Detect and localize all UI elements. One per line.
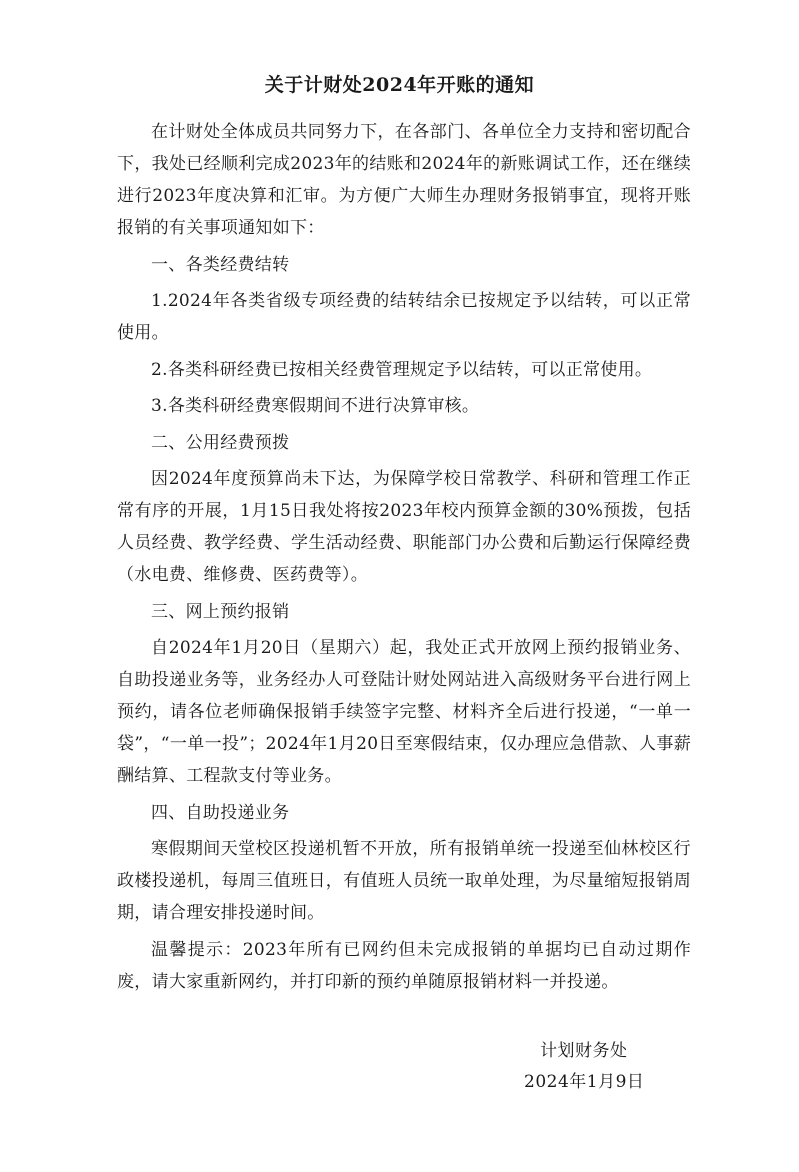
- section-1-item-2: 2.各类科研经费已按相关经费管理规定予以结转，可以正常使用。: [151, 359, 653, 380]
- issue-date: 2024年1月9日: [524, 1072, 645, 1092]
- section-heading-3: 三、网上预约报销: [151, 601, 290, 622]
- section-heading-2: 二、公用经费预拨: [151, 432, 290, 453]
- document-title: 关于计财处2024年开账的通知: [264, 74, 535, 96]
- section-2-paragraph: 因2024年度预算尚未下达，为保障学校日常教学、科研和管理工作正常有序的开展，1月15日我处将按2023年校内预算金额的30%预拨，包括人员经费、教学经费、学生活动经费、职能部门办公费和后勤运行保障经费（水电费、维修费、医药费等）。: [117, 469, 691, 585]
- section-heading-4: 四、自助投递业务: [151, 802, 290, 823]
- section-1-item-3: 3.各类科研经费寒假期间不进行决算审核。: [151, 396, 480, 416]
- issuer-signature: 计划财务处: [540, 1041, 628, 1061]
- reminder-paragraph: 温馨提示：2023年所有已网约但未完成报销的单据均已自动过期作废，请大家重新网约，并打印新的预约单随原报销材料一并投递。: [117, 939, 691, 992]
- section-1-item-1: 1.2024年各类省级专项经费的结转结余已按规定予以结转，可以正常使用。: [117, 291, 691, 343]
- section-4-paragraph: 寒假期间天堂校区投递机暂不开放，所有报销单统一投递至仙林校区行政楼投递机，每周三值班日，有值班人员统一取单处理，为尽量缩短报销周期，请合理安排投递时间。: [117, 839, 691, 923]
- document-body: [117, 116, 691, 1002]
- section-3-paragraph: 自2024年1月20日（星期六）起，我处正式开放网上预约报销业务、自助投递业务等，业务经办人可登陆计财处网站进入高级财务平台进行网上预约，请各位老师确保报销手续签字完整、材料齐全后进行投递，“一单一袋”，“一单一投”；2024年1月20日至寒假结束，仅办理应急借款、人事薪酬结算、工程款支付等业务。: [117, 638, 691, 786]
- intro-paragraph: 在计财处全体成员共同努力下，在各部门、各单位全力支持和密切配合下，我处已经顺利完成2023年的结账和2024年的新账调试工作，还在继续进行2023年度决算和汇审。为方便广大师生办理财务报销事宜，现将开账报销的有关事项通知如下：: [117, 122, 691, 238]
- section-heading-1: 一、各类经费结转: [151, 254, 290, 275]
